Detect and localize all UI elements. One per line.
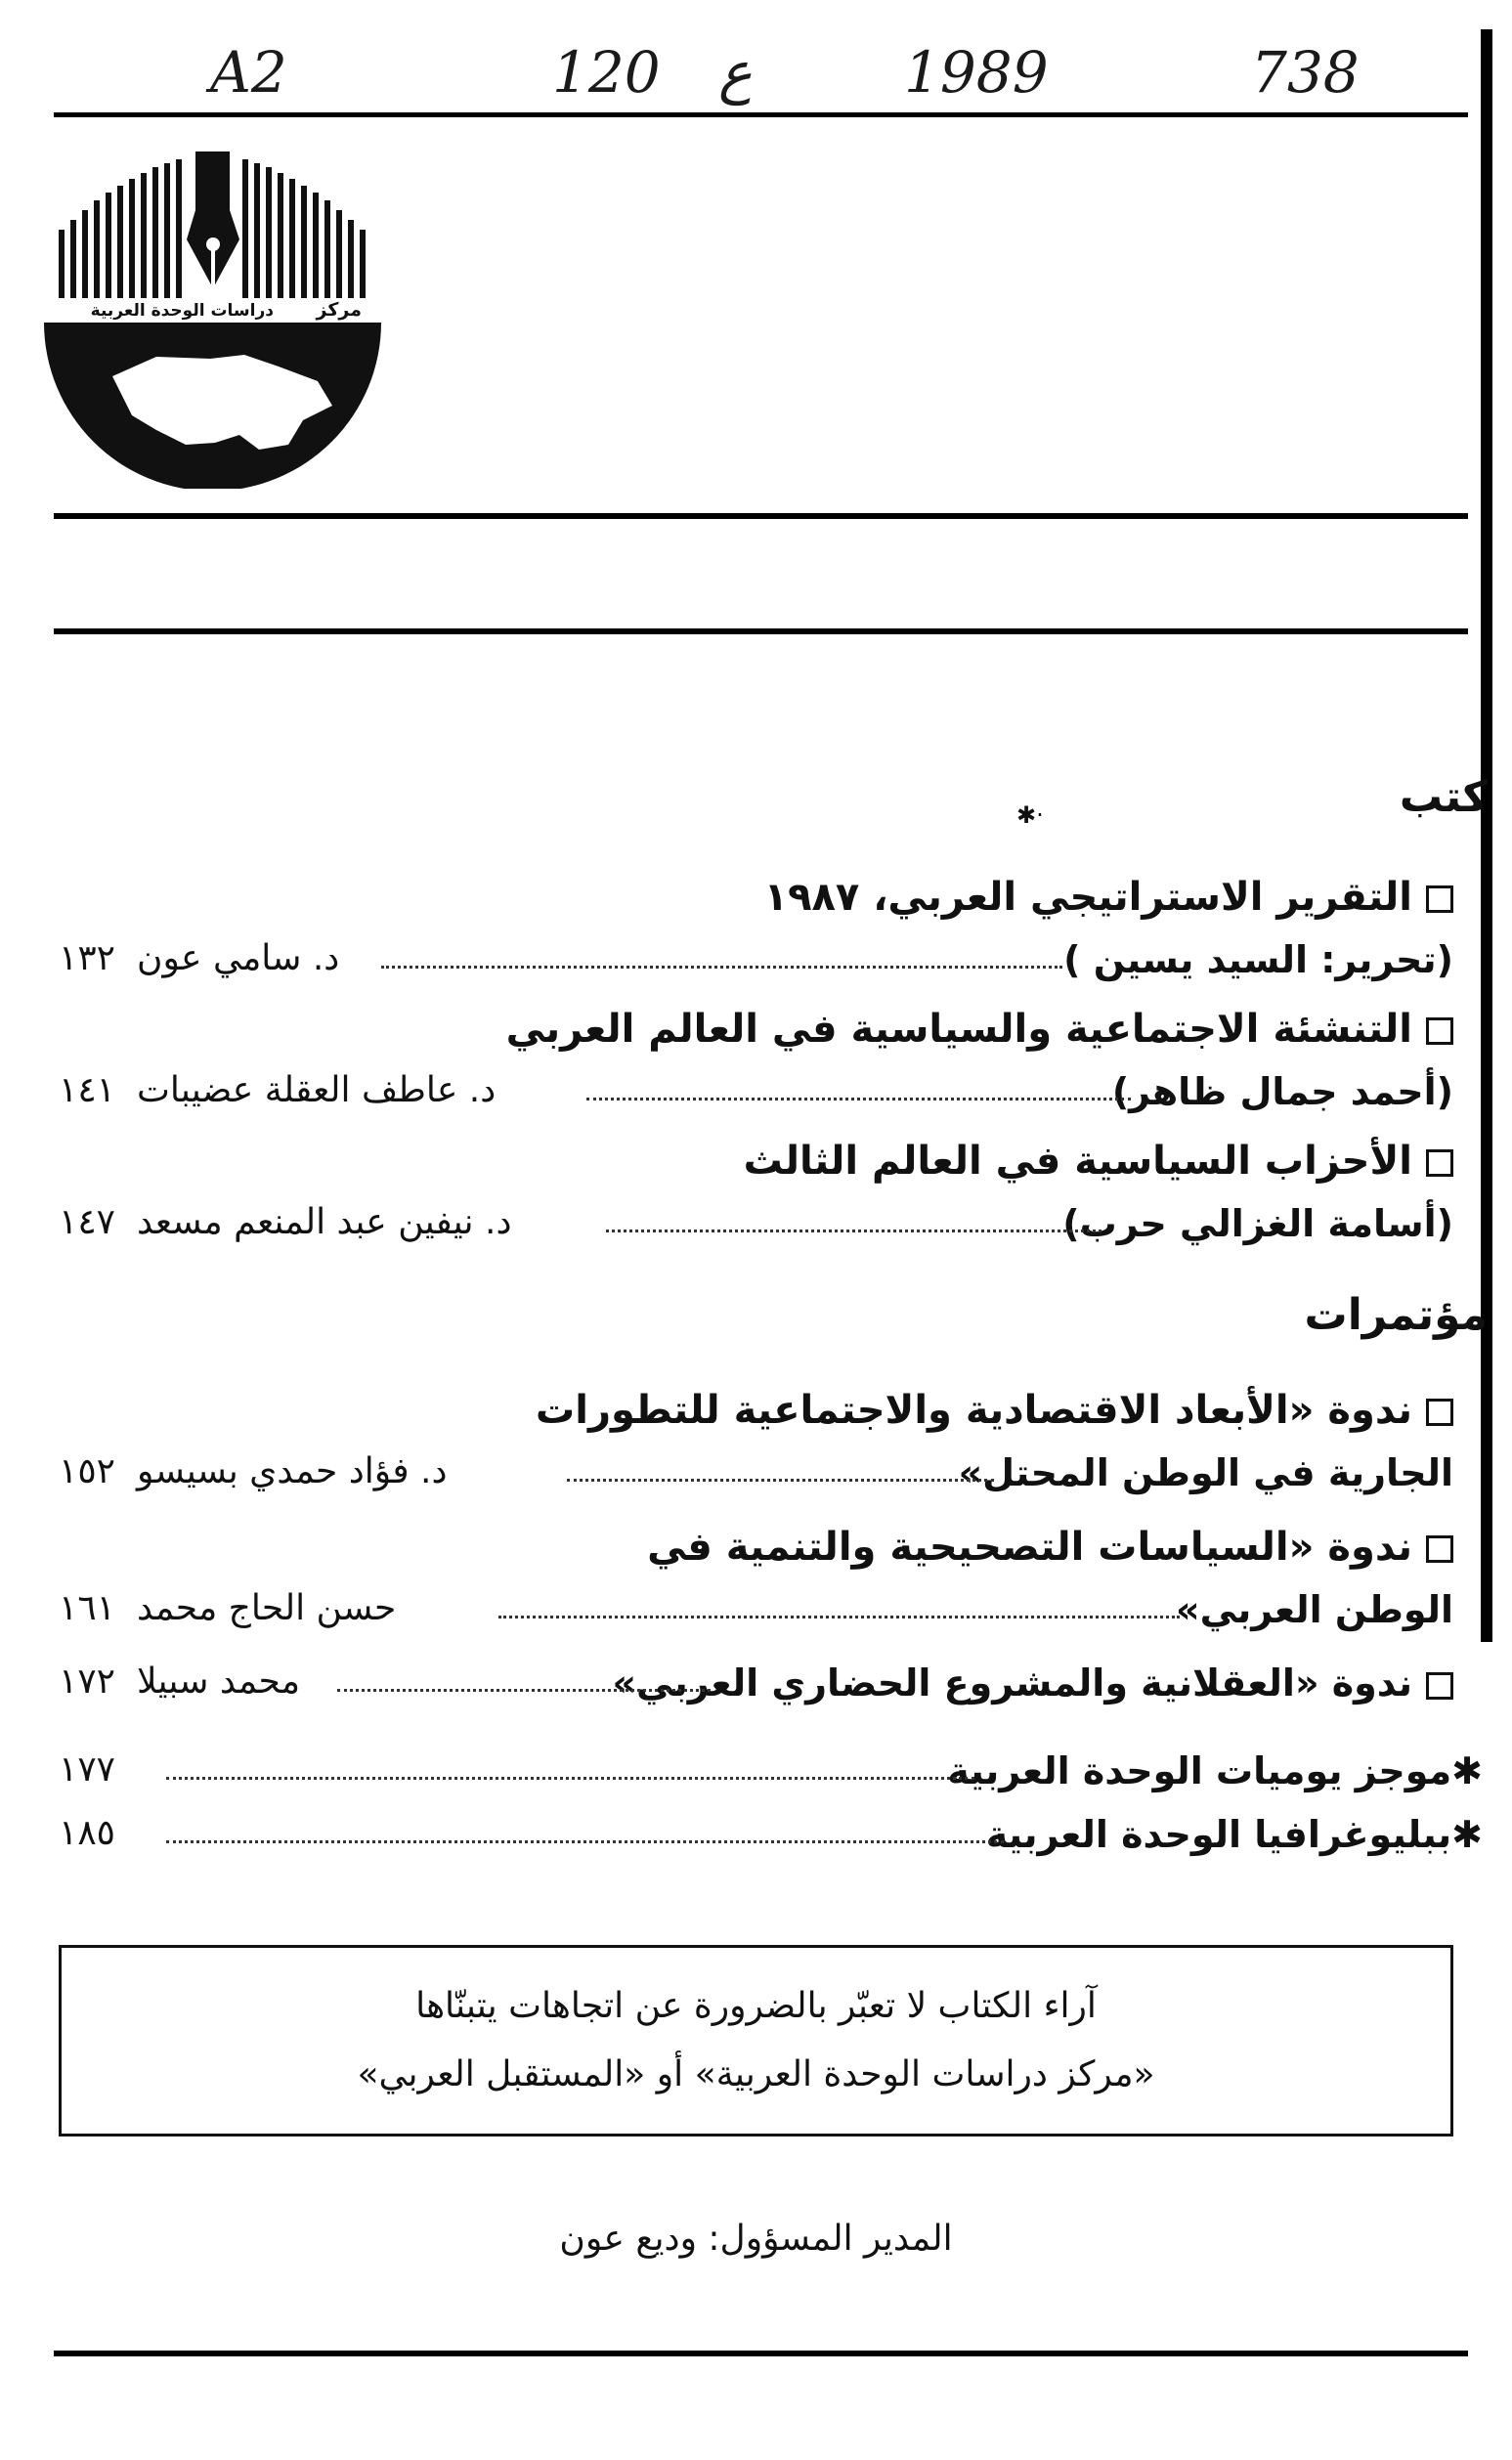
leader-dots [166, 1777, 974, 1780]
conference-page: ١٥٢ [59, 1451, 116, 1491]
rule-3 [54, 628, 1468, 634]
book-entry-2 [59, 1007, 1453, 1061]
leader-dots [586, 1098, 1131, 1101]
square-bullet-icon [1426, 885, 1453, 913]
book-title: التنشئة الاجتماعية والسياسية في العالم العربي [505, 1007, 1412, 1052]
square-bullet-icon [1426, 1149, 1453, 1177]
conference-author: حسن الحاج محمد [137, 1588, 397, 1628]
book-editor: (أسامة الغزالي حرب) [1062, 1202, 1453, 1245]
extra-row-1 [59, 1749, 1483, 1804]
book-row-1 [59, 938, 1453, 993]
top-rule [54, 112, 1468, 117]
book-page: ١٤٧ [59, 1202, 116, 1242]
disclaimer-line-2: «مركز دراسات الوحدة العربية» أو «المستقبل العربي» [357, 2054, 1155, 2094]
rule-2 [54, 513, 1468, 519]
conference-row-2 [59, 1588, 1453, 1643]
book-title: التقرير الاستراتيجي العربي، ١٩٨٧ [763, 875, 1412, 920]
conference-title-cont: الجارية في الوطن المحتل» [958, 1451, 1453, 1494]
book-page: ١٣٢ [59, 938, 116, 978]
conference-page: ١٧٢ [59, 1662, 116, 1702]
leader-dots [498, 1616, 1180, 1618]
section-bullet: ✱· [1016, 801, 1044, 829]
extra-page: ١٧٧ [59, 1749, 116, 1790]
leader-dots [337, 1689, 711, 1692]
conference-title: ندوة «الأبعاد الاقتصادية والاجتماعية للتطورات [536, 1388, 1412, 1433]
conference-author: د. فؤاد حمدي بسيسو [137, 1451, 448, 1491]
square-bullet-icon [1426, 1399, 1453, 1426]
book-row-2 [59, 1070, 1453, 1125]
book-reviewer: د. سامي عون [137, 938, 340, 978]
bottom-rule [54, 2351, 1468, 2356]
book-page: ١٤١ [59, 1070, 116, 1110]
logo-center-name: دراسات الوحدة العربية [90, 301, 274, 321]
leader-dots [606, 1230, 1102, 1232]
leader-dots [381, 966, 1062, 969]
right-border-bar [1481, 29, 1492, 1642]
book-reviewer: د. عاطف العقلة عضيبات [137, 1070, 497, 1110]
editor-in-charge: المدير المسؤول: وديع عون [559, 2219, 953, 2259]
conference-page: ١٦١ [59, 1588, 116, 1628]
leader-dots [567, 1479, 994, 1482]
extra-row-2 [59, 1813, 1483, 1868]
extra-title: ببليوغرافيا الوحدة العربية [985, 1813, 1452, 1856]
conference-entry-1 [59, 1388, 1453, 1443]
conference-title: ندوة «السياسات التصحيحية والتنمية في [647, 1525, 1412, 1570]
leader-dots [166, 1840, 1004, 1843]
conference-title-cont: الوطن العربي» [1176, 1588, 1453, 1631]
disclaimer-box [59, 1945, 1453, 2136]
square-bullet-icon [1426, 1535, 1453, 1563]
conference-author: محمد سبيلا [137, 1662, 301, 1702]
book-title: الأحزاب السياسية في العالم الثالث [743, 1139, 1412, 1184]
conference-row-1 [59, 1451, 1453, 1506]
book-entry-1 [59, 875, 1453, 929]
conference-row-3 [59, 1662, 1453, 1716]
books-heading: كتب [1399, 772, 1488, 822]
book-reviewer: د. نيفين عبد المنعم مسعد [137, 1202, 512, 1242]
extra-title: موجز يوميات الوحدة العربية [947, 1749, 1452, 1792]
book-entry-3 [59, 1139, 1453, 1193]
conference-title: ندوة «العقلانية والمشروع الحضاري العربي» [612, 1662, 1412, 1705]
handwritten-page: 738 [1251, 39, 1360, 106]
handwritten-code: A2 [210, 39, 287, 106]
handwritten-year: 1989 [904, 39, 1049, 106]
conference-entry-2 [59, 1525, 1453, 1579]
book-editor: (تحرير: السيد يسين ) [1063, 938, 1453, 981]
square-bullet-icon [1426, 1672, 1453, 1700]
logo-top-label: مركز [316, 299, 362, 321]
handwritten-letter: ع [718, 39, 753, 106]
pen-nib-map-icon [39, 151, 386, 489]
conferences-heading: مؤتمرات [1304, 1290, 1488, 1340]
book-editor: (أحمد جمال ظاهر) [1111, 1070, 1453, 1113]
center-logo [39, 151, 386, 489]
book-row-3 [59, 1202, 1453, 1257]
extra-page: ١٨٥ [59, 1813, 116, 1853]
asterisk-bullet-icon: ✱ [1451, 1749, 1483, 1792]
disclaimer-line-1: آراء الكتاب لا تعبّر بالضرورة عن اتجاهات يتبنّاها [415, 1986, 1097, 2026]
asterisk-bullet-icon: ✱ [1451, 1813, 1483, 1856]
handwritten-number: 120 [552, 39, 661, 106]
square-bullet-icon [1426, 1017, 1453, 1045]
